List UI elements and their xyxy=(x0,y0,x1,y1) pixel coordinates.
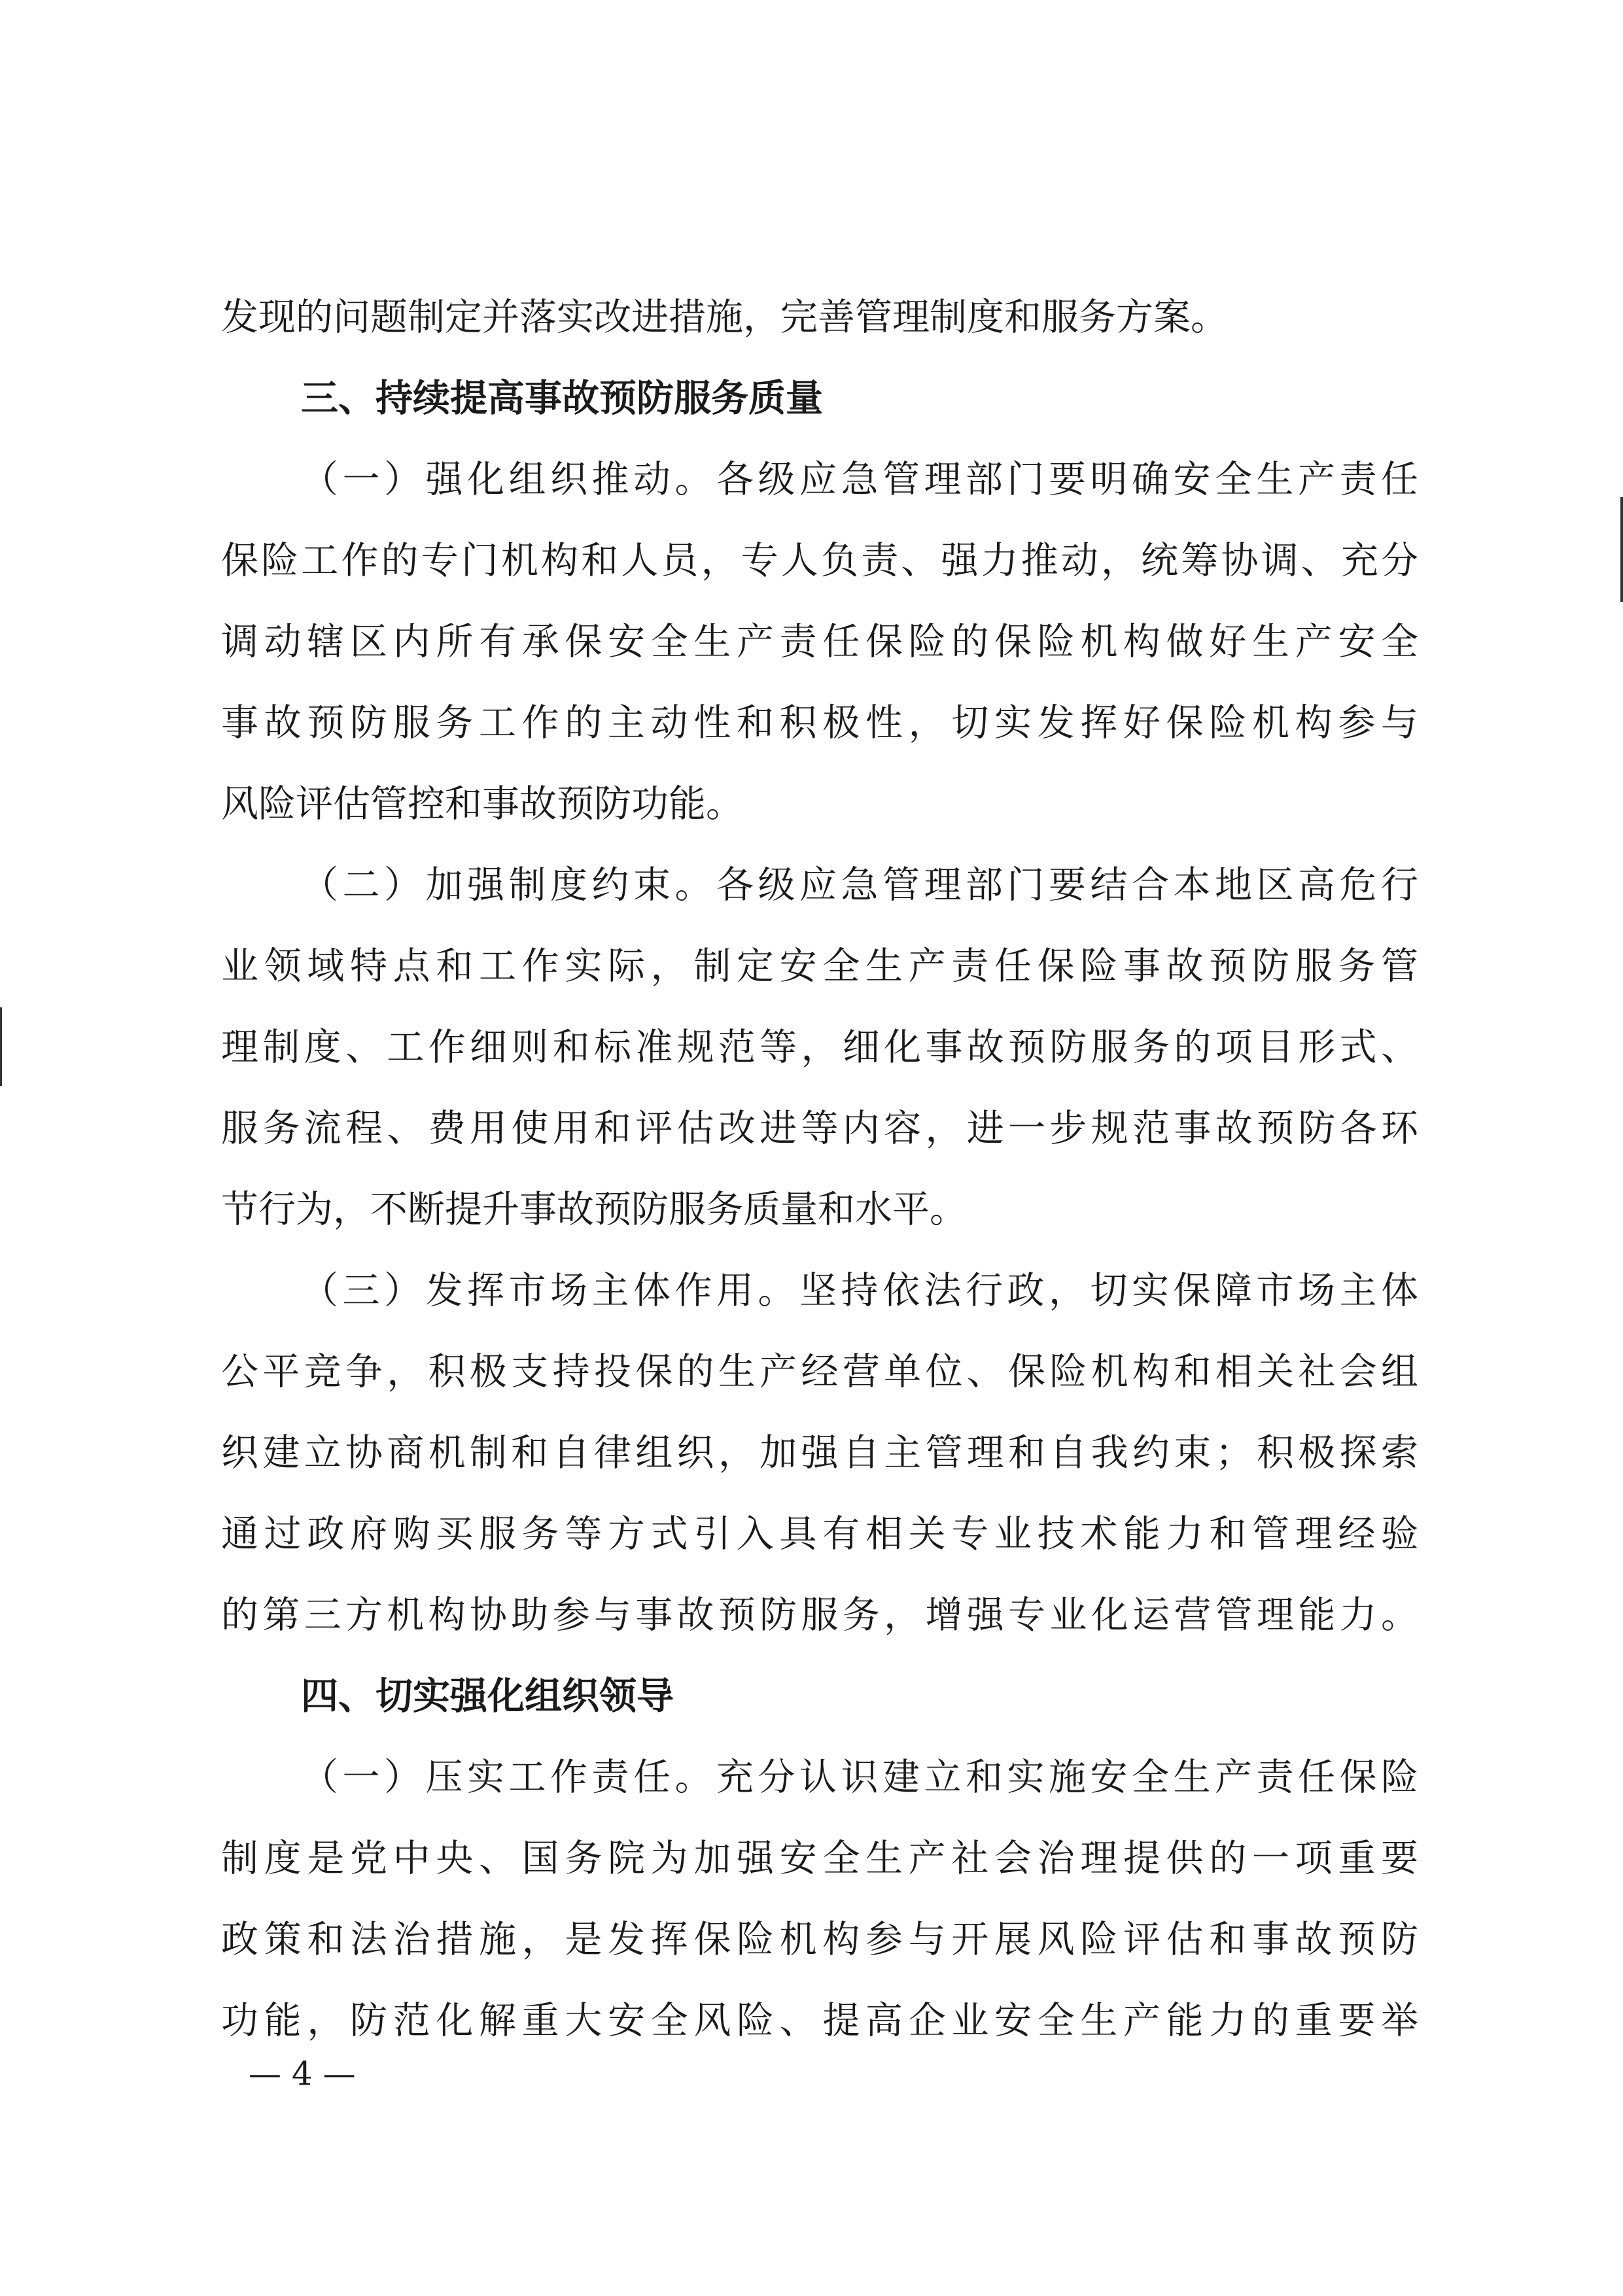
body-line-9: 业领域特点和工作实际，制定安全生产责任保险事故预防服务管 xyxy=(221,945,1418,988)
body-line-3: （一）强化组织推动。各级应急管理部门要明确安全生产责任 xyxy=(301,458,1418,501)
section-heading-3: 三、持续提高事故预防服务质量 xyxy=(301,377,823,420)
body-line-12: 节行为，不断提升事故预防服务质量和水平。 xyxy=(221,1188,967,1231)
scan-edge-mark xyxy=(0,1007,2,1086)
page-number: — 4 — xyxy=(249,2055,356,2093)
body-line-15: 织建立协商机制和自律组织，加强自主管理和自我约束；积极探索 xyxy=(221,1431,1418,1474)
body-line-7: 风险评估管控和事故预防功能。 xyxy=(221,782,743,826)
body-line-4: 保险工作的专门机构和人员，专人负责、强力推动，统筹协调、充分 xyxy=(221,539,1418,582)
body-line-1: 发现的问题制定并落实改进措施，完善管理制度和服务方案。 xyxy=(221,296,1228,339)
body-line-21: 政策和法治措施，是发挥保险机构参与开展风险评估和事故预防 xyxy=(221,1918,1418,1961)
body-line-17: 的第三方机构协助参与事故预防服务，增强专业化运营管理能力。 xyxy=(221,1593,1418,1637)
body-line-6: 事故预防服务工作的主动性和积极性，切实发挥好保险机构参与 xyxy=(221,701,1418,744)
body-line-22: 功能，防范化解重大安全风险、提高企业安全生产能力的重要举 xyxy=(221,1999,1418,2042)
body-line-10: 理制度、工作细则和标准规范等，细化事故预防服务的项目形式、 xyxy=(221,1026,1418,1069)
body-line-20: 制度是党中央、国务院为加强安全生产社会治理提供的一项重要 xyxy=(221,1837,1418,1880)
body-line-19: （一）压实工作责任。充分认识建立和实施安全生产责任保险 xyxy=(301,1756,1418,1799)
body-line-8: （二）加强制度约束。各级应急管理部门要结合本地区高危行 xyxy=(301,863,1418,907)
body-line-14: 公平竞争，积极支持投保的生产经营单位、保险机构和相关社会组 xyxy=(221,1350,1418,1393)
body-line-11: 服务流程、费用使用和评估改进等内容，进一步规范事故预防各环 xyxy=(221,1107,1418,1150)
body-line-13: （三）发挥市场主体作用。坚持依法行政，切实保障市场主体 xyxy=(301,1269,1418,1312)
scan-edge-mark xyxy=(1620,497,1623,602)
section-heading-4: 四、切实强化组织领导 xyxy=(301,1675,674,1718)
body-line-16: 通过政府购买服务等方式引入具有相关专业技术能力和管理经验 xyxy=(221,1512,1418,1556)
body-line-5: 调动辖区内所有承保安全生产责任保险的保险机构做好生产安全 xyxy=(221,620,1418,663)
